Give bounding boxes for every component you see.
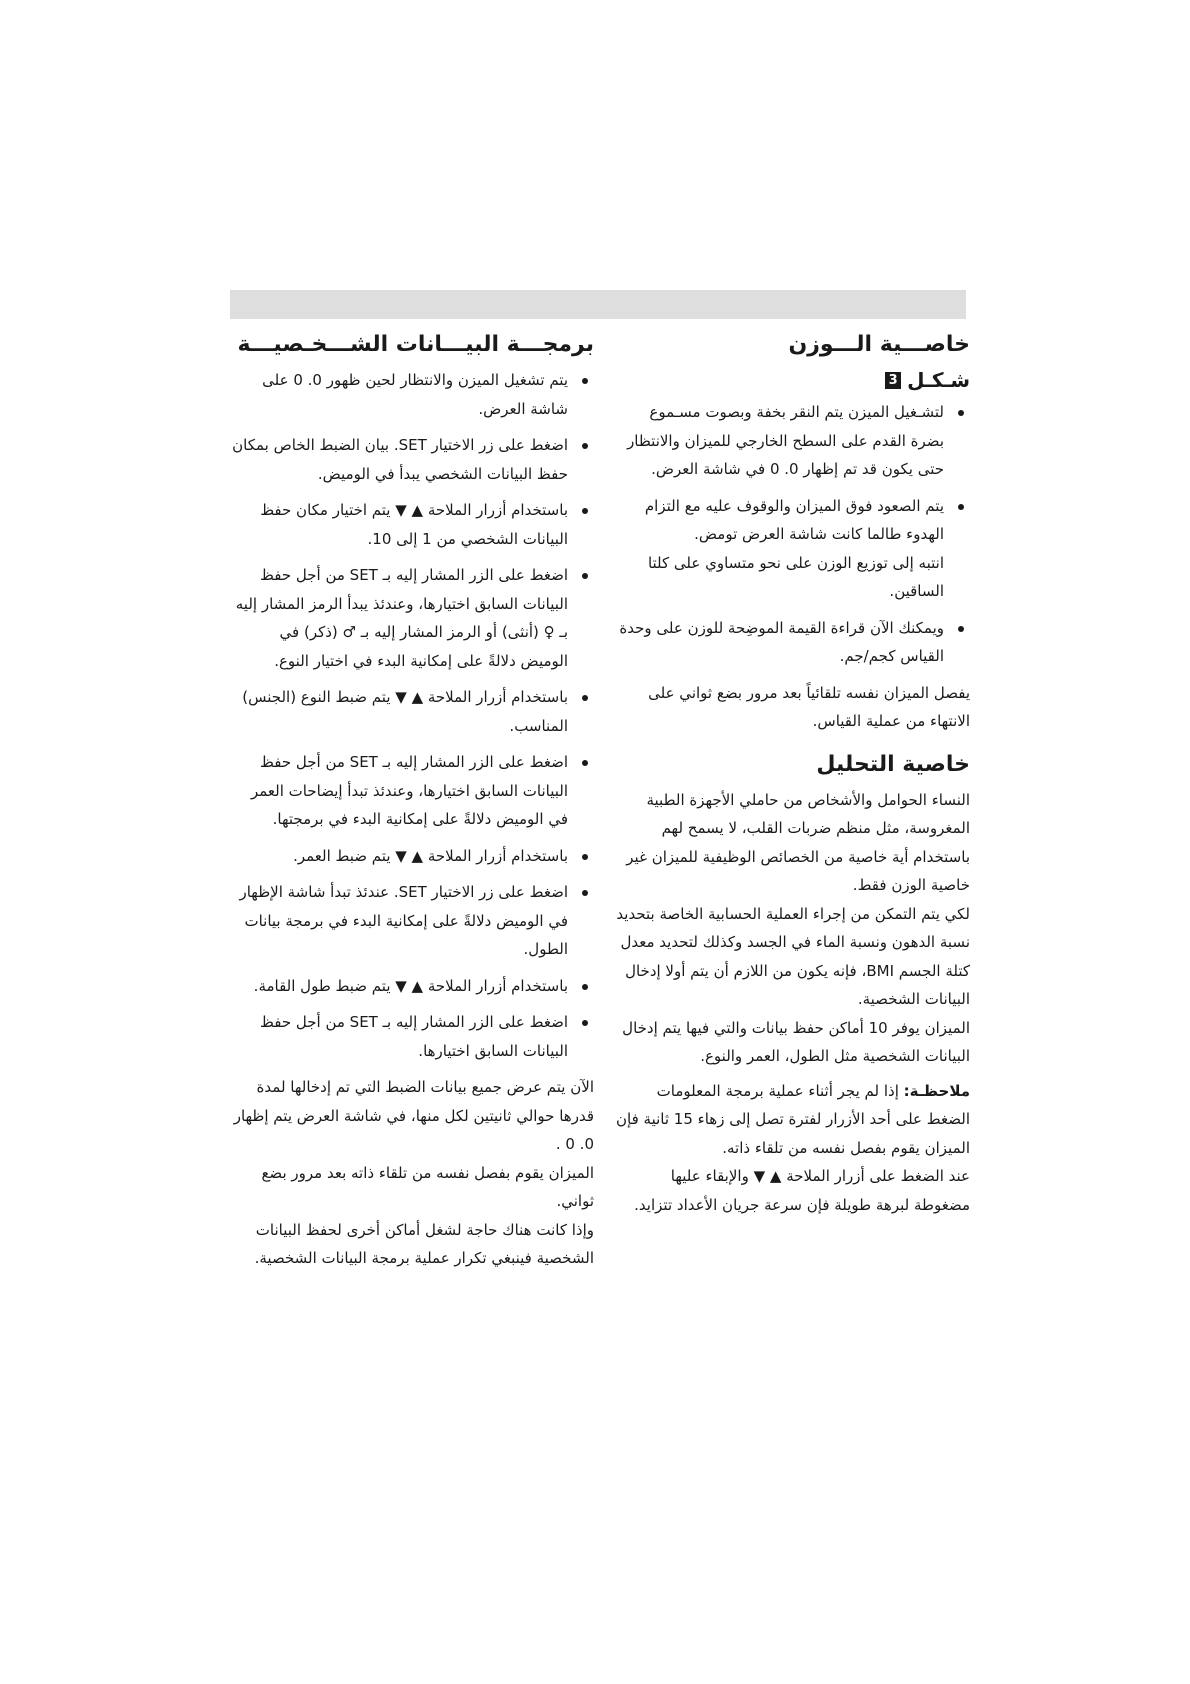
list-item [232,431,594,488]
weight-section-title: خاصـــية الـــوزن [788,332,970,357]
summary-paragraph: الآن يتم عرض جميع بيانات الضبط التي تم إدخالها لمدة قدرها حوالي ثانيتين لكل منها، في شاشة العرض يتم إظهار 0. 0 . [233,1078,594,1153]
right-column [616,330,970,1219]
list-item [232,878,594,964]
note-paragraph [616,1077,970,1163]
analysis-section-title: خاصية التحليل [816,751,970,777]
analysis-paragraph: الميزان يوفر 10 أماكن حفظ بيانات والتي فيها يتم إدخال البيانات الشخصية مثل الطول، العمر والنوع. [622,1018,970,1065]
list-item [232,366,594,423]
list-item [232,683,594,740]
note-text: إذا لم يجر أثناء عملية برمجة المعلومات الضغط على أحد الأزرار لفترة تصل إلى زهاء 15 ثانية فإن الميزان يقوم بفصل نفسه من تلقاء ذاته. [616,1081,970,1157]
bullet-text: يتم الصعود فوق الميزان والوقوف عليه مع التزام الهدوء طالما كانت شاشة العرض تومض. [644,496,944,543]
programming-bullets [232,366,594,1065]
left-column [232,330,594,1273]
list-item [232,561,594,675]
bullet-text: باستخدام أزرار الملاحة ▲ ▼ يتم ضبط العمر. [293,846,568,865]
list-item [232,496,594,553]
bullet-text: باستخدام أزرار الملاحة ▲ ▼ يتم اختيار مكان حفظ البيانات الشخصي من 1 إلى 10. [260,501,568,548]
bullet-text: لتشـغيل الميزن يتم النقر بخفة وبصوت مسـموع بضرة القدم على السطح الخارجي للميزان والانتظار حتى يكون قد تم إظهار 0. 0 في شاشة العرض. [627,403,944,478]
figure-label-text: شـكـل [907,368,970,392]
list-item [616,492,970,606]
list-item [232,842,594,871]
bullet-text: اضغط على زر الاختيار SET. بيان الضبط الخاص بمكان حفظ البيانات الشخصي يبدأ في الوميض. [232,436,568,483]
bullet-text-note: انتبه إلى توزيع الوزن على نحو متساوي على كلتا الساقين. [647,553,944,600]
analysis-paragraph: لكي يتم التمكن من إجراء العملية الحسابية الخاصة بتحديد نسبة الدهون ونسبة الماء في الجسد وكذلك لتحديد معدل كتلة الجسم BMI، فإنه يكون من اللازم أن يتم أولا إدخال البيانات الشخصية. [616,904,970,1008]
list-item [232,972,594,1001]
bullet-text: اضغط على الزر المشار إليه بـ SET من أجل حفظ البيانات السابق اختيارها، وعندئذ يبدأ الرمز المشار إليه بـ ♀ (أنثى) أو الرمز المشار إليه بـ ♂ (ذكر) في الوميض دلالةً على إمكانية البدء في اختيار النوع. [235,566,568,670]
bullet-text: ويمكنك الآن قراءة القيمة الموضِحة للوزن على وحدة القياس كجم/جم. [619,618,944,665]
note-label: ملاحظـة: [903,1081,970,1100]
auto-off-paragraph: الميزان يقوم بفصل نفسه من تلقاء ذاته بعد مرور بضع ثواني. [261,1163,594,1210]
list-item [616,398,970,484]
list-item [616,614,970,671]
figure-number-badge: 3 [885,372,901,389]
bullet-text: اضغط على الزر المشار إليه بـ SET من أجل حفظ البيانات السابق اختيارها. [260,1013,568,1060]
bullet-text: باستخدام أزرار الملاحة ▲ ▼ يتم ضبط النوع (الجنس) المناسب. [242,688,568,735]
bullet-text: اضغط على زر الاختيار SET. عندئذ تبدأ شاشة الإظهار في الوميض دلالةً على إمكانية البدء في برمجة بيانات الطول. [239,883,568,958]
list-item [232,1008,594,1065]
programming-section-title: برمجـــة البيـــانات الشـــخـصيـــة [237,332,594,357]
section-header-bar [230,290,966,319]
bullet-text: باستخدام أزرار الملاحة ▲ ▼ يتم ضبط طول القامة. [253,976,568,995]
bullet-text: اضغط على الزر المشار إليه بـ SET من أجل حفظ البيانات السابق اختيارها، وعندئذ تبدأ إيضاحات العمر في الوميض دلالةً على إمكانية البدء في برمجتها. [250,753,568,828]
figure-label [616,366,970,394]
list-item [232,748,594,834]
weight-bullets [616,398,970,671]
auto-off-paragraph: يفصل الميزان نفسه تلقائياً بعد مرور بضع ثواني على الانتهاء من عملية القياس. [648,683,970,730]
note-paragraph-2: عند الضغط على أزرار الملاحة ▲ ▼ والإبقاء عليها مضغوطة لبرهة طويلة فإن سرعة جريان الأعداد تتزايد. [634,1167,970,1214]
repeat-paragraph: وإذا كانت هناك حاجة لشغل أماكن أخرى لحفظ البيانات الشخصية فينبغي تكرار عملية برمجة البيانات الشخصية. [254,1220,594,1267]
bullet-text: يتم تشغيل الميزن والانتظار لحين ظهور 0. 0 على شاشة العرض. [262,371,568,418]
analysis-paragraph: النساء الحوامل والأشخاص من حاملي الأجهزة الطبية المغروسة، مثل منظم ضربات القلب، لا يسمح لهم باستخدام أية خاصية من الخصائص الوظيفية للميزان غير خاصية الوزن فقط. [626,790,970,894]
